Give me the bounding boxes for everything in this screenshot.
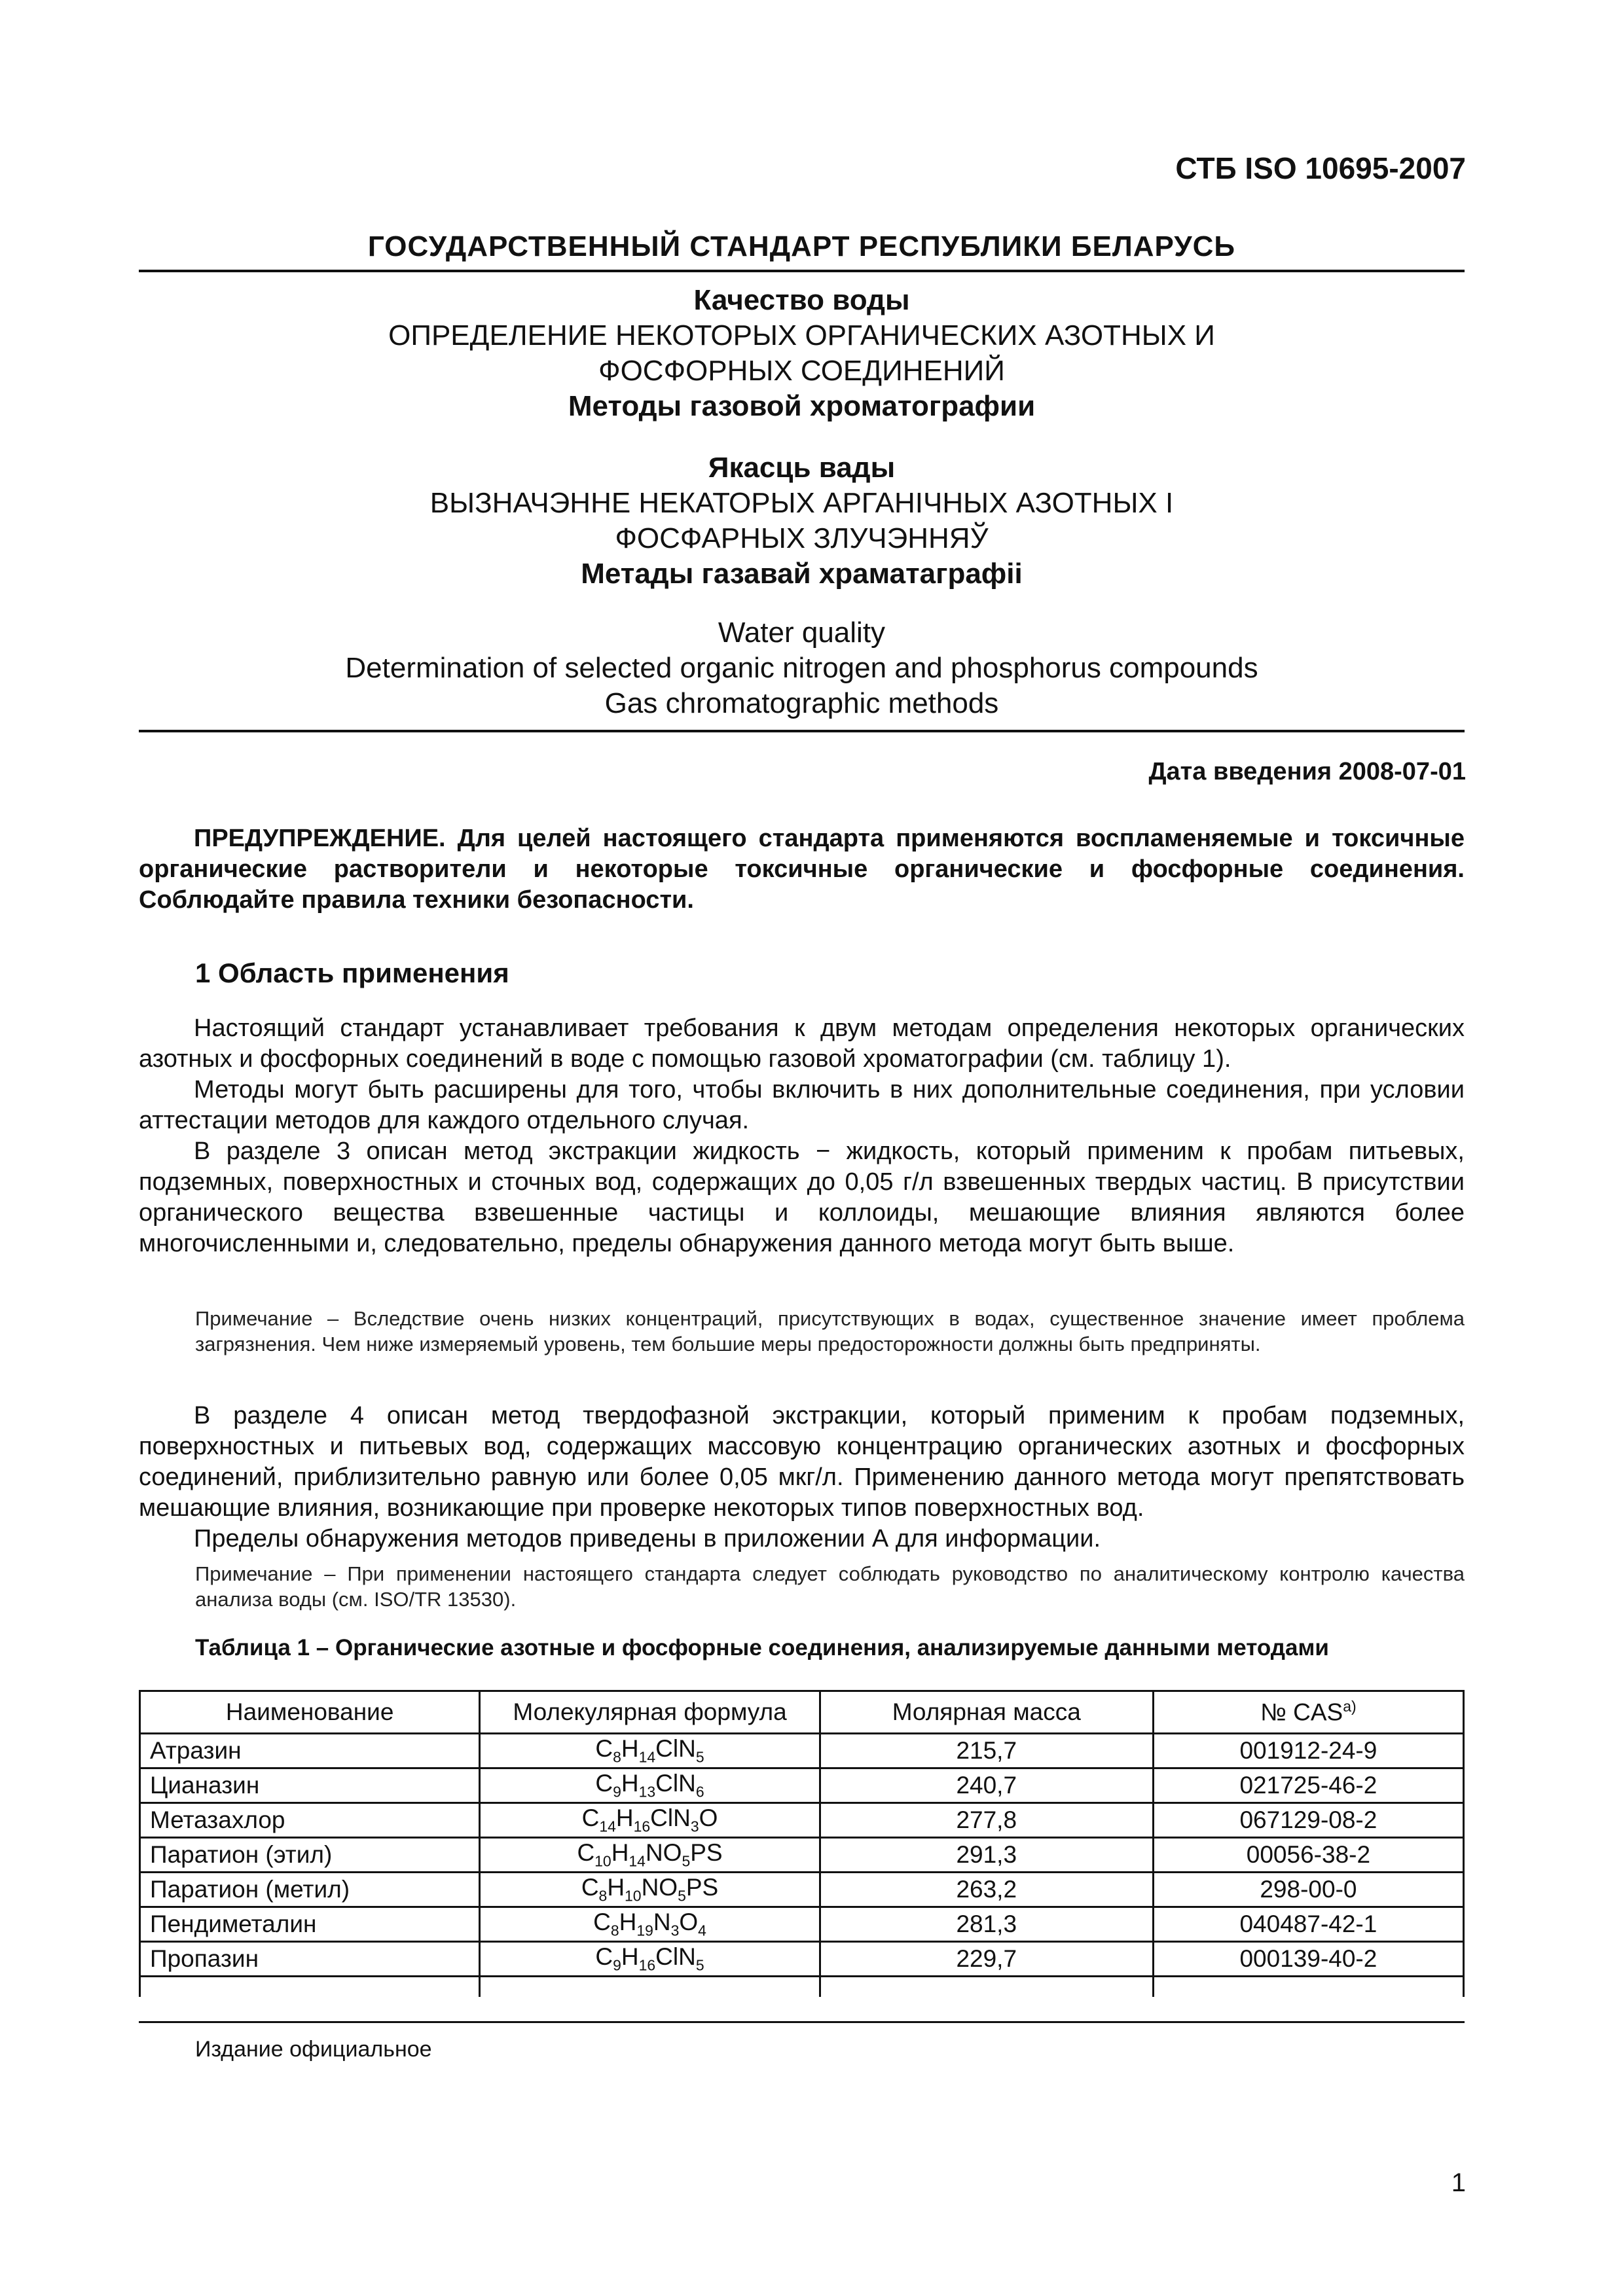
formula-subscript: 13 [638, 1783, 656, 1801]
formula-element: H [621, 1770, 639, 1797]
header-mass: Молярная масса [820, 1691, 1153, 1734]
formula-element: H [607, 1874, 625, 1901]
header-rule [139, 270, 1465, 272]
warning-paragraph: ПРЕДУПРЕЖДЕНИЕ. Для целей настоящего стандарта применяются воспламеняемые и токсичные органические растворители и некоторые токсичные органические и фосфорные соединения. Соблюдайте правила техники безопасности. [139, 825, 1465, 914]
cell-molar-mass: 281,3 [820, 1907, 1153, 1942]
formula-element: H [611, 1839, 629, 1867]
cell-formula [480, 1942, 820, 1977]
cell-formula [480, 1838, 820, 1873]
formula-element: H [619, 1909, 637, 1936]
page-number: 1 [1451, 2168, 1466, 2197]
empty-cell [1153, 1977, 1463, 1998]
formula-subscript: 5 [695, 1748, 704, 1766]
formula-subscript: 14 [599, 1818, 616, 1835]
cell-formula [480, 1768, 820, 1803]
formula-element: PS [685, 1874, 719, 1901]
formula-element: ClN [655, 1735, 696, 1763]
cell-molar-mass: 277,8 [820, 1803, 1153, 1838]
title-en-line3: Gas chromatographic methods [604, 687, 999, 719]
header-formula: Молекулярная формула [480, 1691, 820, 1734]
formula-subscript: 8 [613, 1748, 621, 1766]
cell-molar-mass: 291,3 [820, 1838, 1153, 1873]
table-row [140, 1838, 1464, 1873]
formula-element: C [595, 1770, 613, 1797]
cell-molar-mass: 240,7 [820, 1768, 1153, 1803]
section-1-heading: 1 Область применения [195, 958, 509, 988]
formula-element: C [595, 1735, 613, 1763]
cell-formula [480, 1907, 820, 1942]
cell-name: Цианазин [140, 1768, 480, 1803]
cell-name: Паратион (этил) [140, 1838, 480, 1873]
title-ru-line2: ОПРЕДЕЛЕНИЕ НЕКОТОРЫХ ОРГАНИЧЕСКИХ АЗОТНЫХ И [388, 319, 1215, 351]
formula-subscript: 14 [638, 1748, 656, 1766]
scope-paragraph-3: В разделе 3 описан метод экстракции жидкость − жидкость, который применим к пробам питьевых, подземных, поверхностных и сточных вод, содержащих до 0,05 г/л взвешенных твердых частиц. В присутствии органического вещества взвешенные частицы и коллоиды, мешающие влияния являются более многочисленными и, следовательно, пределы обнаружения данного метода могут быть выше. [139, 1138, 1465, 1257]
state-standard-title: ГОСУДАРСТВЕННЫЙ СТАНДАРТ РЕСПУБЛИКИ БЕЛАРУСЬ [367, 230, 1236, 262]
formula-element: C [581, 1804, 600, 1832]
formula-subscript: 9 [613, 1783, 621, 1801]
title-be-line2: ВЫЗНАЧЭННЕ НЕКАТОРЫХ АРГАНІЧНЫХ АЗОТНЫХ І [429, 487, 1174, 519]
scope-paragraph-2: Методы могут быть расширены для того, чтобы включить в них дополнительные соединения, при условии аттестации методов для каждого отдельного случая. [139, 1076, 1465, 1134]
table-row [140, 1873, 1464, 1907]
formula-element: O [679, 1909, 699, 1936]
scope-paragraph-4: В разделе 4 описан метод твердофазной экстракции, который применим к пробам подземных, поверхностных и питьевых вод, содержащих массовую концентрацию органических азотных и фосфорных соединений, приблизительно равную или более 0,05 мкг/л. Применению данного метода могут препятствовать мешающие влияния, возникающие при проверке некоторых типов поверхностных вод. [139, 1402, 1465, 1522]
cell-name: Пропазин [140, 1942, 480, 1977]
title-rule [139, 730, 1465, 732]
formula-subscript: 6 [695, 1783, 704, 1801]
formula-element: H [621, 1735, 639, 1763]
formula-subscript: 19 [636, 1922, 653, 1939]
empty-cell [820, 1977, 1153, 1998]
formula-subscript: 4 [698, 1922, 706, 1939]
formula-element: NO [645, 1839, 682, 1867]
table-header-row [140, 1691, 1464, 1734]
formula-subscript: 16 [633, 1818, 651, 1835]
formula-element: O [699, 1804, 718, 1832]
footer-rule [139, 2021, 1465, 2023]
title-ru-line4: Методы газовой хроматографии [568, 390, 1036, 422]
cell-formula [480, 1803, 820, 1838]
title-en-line2: Determination of selected organic nitrogen and phosphorus compounds [345, 652, 1258, 684]
cell-formula [480, 1873, 820, 1907]
scope-paragraph-5: Пределы обнаружения методов приведены в приложении А для информации. [194, 1525, 1101, 1552]
formula-element: ClN [650, 1804, 691, 1832]
formula-element: H [615, 1804, 634, 1832]
cell-cas-number: 021725-46-2 [1153, 1768, 1463, 1803]
cell-cas-number: 067129-08-2 [1153, 1803, 1463, 1838]
title-en-line1: Water quality [718, 617, 886, 649]
official-edition-label: Издание официальное [195, 2037, 432, 2062]
cell-name: Метазахлор [140, 1803, 480, 1838]
table-continuation-row [140, 1977, 1464, 1998]
table-row [140, 1942, 1464, 1977]
formula-subscript: 10 [594, 1852, 611, 1870]
table-1-title: Таблица 1 – Органические азотные и фосфорные соединения, анализируемые данными методами [195, 1635, 1329, 1660]
title-ru-line1: Качество воды [693, 284, 910, 316]
table-row [140, 1734, 1464, 1768]
cell-cas-number: 001912-24-9 [1153, 1734, 1463, 1768]
formula-subscript: 10 [625, 1887, 642, 1905]
formula-element: NO [641, 1874, 678, 1901]
title-russian [139, 283, 1465, 424]
formula-element: N [653, 1909, 671, 1936]
table-row [140, 1768, 1464, 1803]
formula-subscript: 8 [598, 1887, 608, 1905]
formula-subscript: 5 [678, 1887, 686, 1905]
formula-element: C [581, 1874, 599, 1901]
cell-molar-mass: 229,7 [820, 1942, 1153, 1977]
header-name: Наименование [140, 1691, 480, 1734]
formula-element: ClN [655, 1943, 696, 1971]
formula-element: C [593, 1909, 611, 1936]
cell-name: Пендиметалин [140, 1907, 480, 1942]
cell-formula [480, 1734, 820, 1768]
cell-molar-mass: 263,2 [820, 1873, 1153, 1907]
document-code: СТБ ISO 10695-2007 [1175, 151, 1466, 185]
formula-subscript: 14 [629, 1852, 646, 1870]
scope-paragraph-1: Настоящий стандарт устанавливает требования к двум методам определения некоторых органических азотных и фосфорных соединений в воде с помощью газовой хроматографии (см. таблицу 1). [139, 1014, 1465, 1073]
header-cas-label: № CAS [1260, 1698, 1343, 1726]
title-english [139, 615, 1465, 721]
formula-subscript: 9 [613, 1956, 621, 1974]
formula-element: C [595, 1943, 613, 1971]
table-row [140, 1803, 1464, 1838]
introduction-date: Дата введения 2008-07-01 [1148, 758, 1466, 785]
table-body [140, 1734, 1464, 1998]
cell-cas-number: 00056-38-2 [1153, 1838, 1463, 1873]
cell-cas-number: 040487-42-1 [1153, 1907, 1463, 1942]
formula-subscript: 5 [682, 1852, 691, 1870]
title-be-line3: ФОСФАРНЫХ ЗЛУЧЭННЯЎ [615, 522, 989, 554]
formula-element: C [577, 1839, 595, 1867]
formula-subscript: 5 [695, 1956, 704, 1974]
formula-element: ClN [655, 1770, 696, 1797]
formula-subscript: 3 [690, 1818, 699, 1835]
empty-cell [140, 1977, 480, 1998]
cell-cas-number: 000139-40-2 [1153, 1942, 1463, 1977]
empty-cell [480, 1977, 820, 1998]
note-2: Примечание – При применении настоящего стандарта следует соблюдать руководство по аналитическому контролю качества анализа воды (см. ISO/TR 13530). [195, 1562, 1465, 1611]
formula-subscript: 8 [610, 1922, 619, 1939]
cell-cas-number: 298-00-0 [1153, 1873, 1463, 1907]
formula-subscript: 16 [638, 1956, 656, 1974]
cell-molar-mass: 215,7 [820, 1734, 1153, 1768]
cell-name: Паратион (метил) [140, 1873, 480, 1907]
formula-subscript: 3 [670, 1922, 680, 1939]
title-be-line4: Метады газавай храматаграфіі [581, 558, 1023, 590]
title-be-line1: Якасць вады [708, 452, 896, 484]
header-cas-footnote-mark: a) [1343, 1698, 1357, 1715]
note-1: Примечание – Вследствие очень низких концентраций, присутствующих в водах, существенное значение имеет проблема загрязнения. Чем ниже измеряемый уровень, тем большие меры предосторожности должны быть предприняты. [195, 1307, 1465, 1355]
cell-name: Атразин [140, 1734, 480, 1768]
title-belarusian [139, 450, 1465, 592]
table-row [140, 1907, 1464, 1942]
header-cas [1153, 1691, 1463, 1734]
formula-element: PS [690, 1839, 723, 1867]
formula-element: H [621, 1943, 639, 1971]
title-ru-line3: ФОСФОРНЫХ СОЕДИНЕНИЙ [598, 355, 1005, 387]
compounds-table [139, 1690, 1465, 1997]
